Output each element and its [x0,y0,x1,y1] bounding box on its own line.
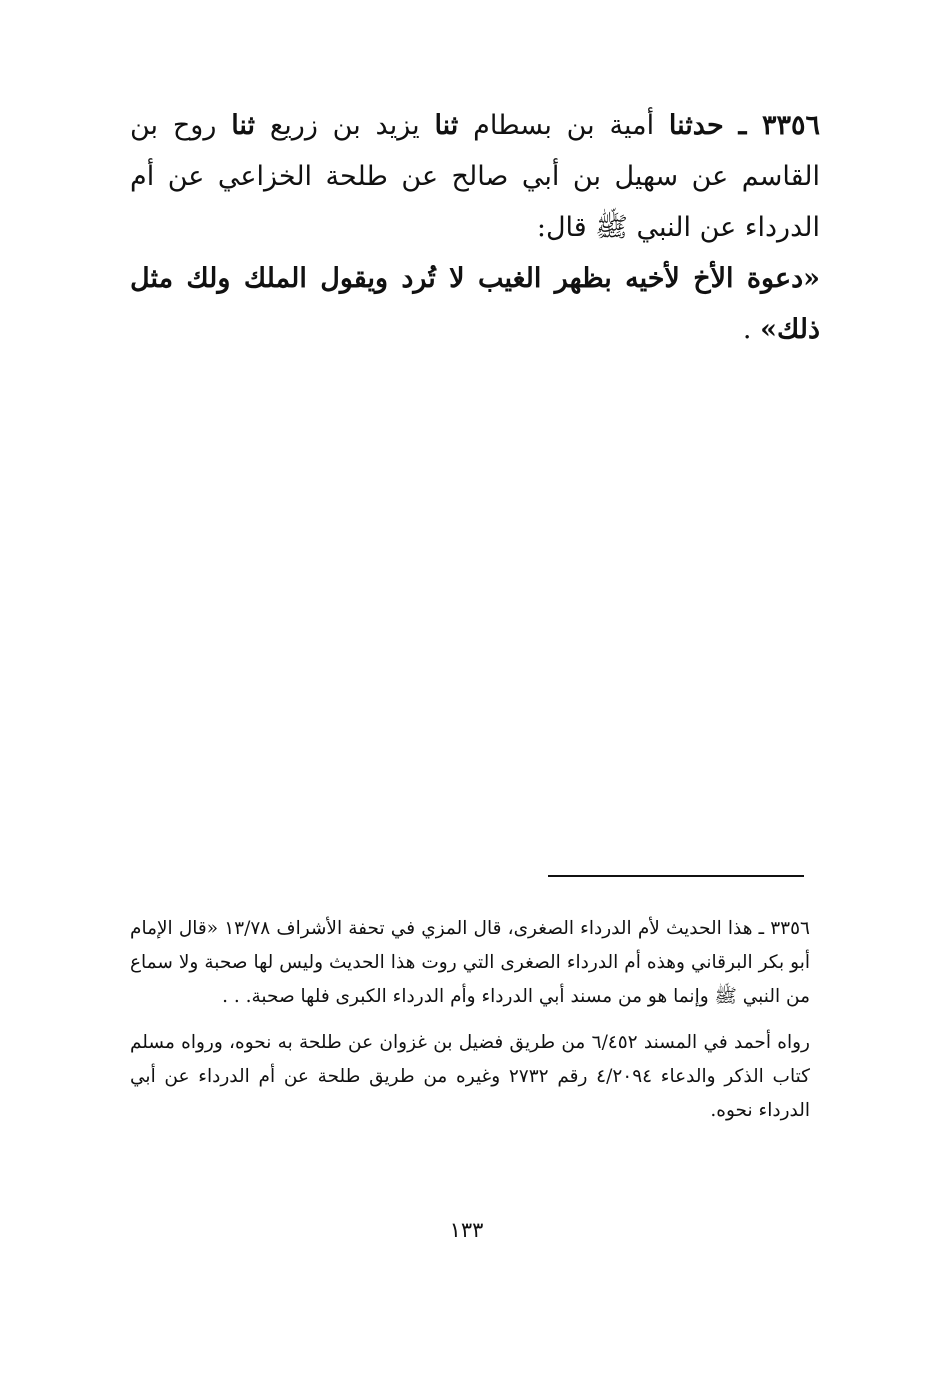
isnad-term: ثنا [434,110,459,141]
footnotes [130,912,810,1128]
hadith-matn: «دعوة الأخ لأخيه بظهر الغيب لا تُرد ويقول الملك ولك مثل ذلك» [130,263,820,345]
footnote-paragraph-1: ٣٣٥٦ ـ هذا الحديث لأم الدرداء الصغرى، قال المزي في تحفة الأشراف ١٣/٧٨ «قال الإمام أبو بكر البرقاني وهذه أم الدرداء الصغرى التي روت هذا الحديث وليس لها صحبة ولا سماع من النبي ﷺ وإنما هو من مسند أبي الدرداء وأم الدرداء الكبرى فلها صحبة. . . [130,918,810,1007]
isnad-chain: روح بن القاسم عن سهيل بن أبي صالح عن طلحة الخزاعي عن أم الدرداء عن النبي ﷺ قال: [130,110,820,243]
end-mark: . [742,314,752,345]
hadith-number: ٣٣٥٦ ـ [738,110,821,141]
footnote-paragraph-2: رواه أحمد في المسند ٦/٤٥٢ من طريق فضيل بن غزوان عن طلحة به نحوه، ورواه مسلم كتاب الذكر والدعاء ٤/٢٠٩٤ رقم ٢٧٣٢ وغيره من طريق طلحة عن أم الدرداء عن أبي الدرداء نحوه. [130,1032,810,1121]
hadith-paragraph [130,100,820,253]
hadith-text [130,100,820,355]
footnote-divider [548,875,804,877]
page-number: ١٣٣ [449,1218,484,1242]
narrator-name: يزيد بن زريع [269,110,420,141]
isnad-term: ثنا [231,110,256,141]
isnad-term: حدثنا [668,110,724,141]
matn-paragraph [130,253,820,355]
narrator-name: أمية بن بسطام [473,110,655,141]
